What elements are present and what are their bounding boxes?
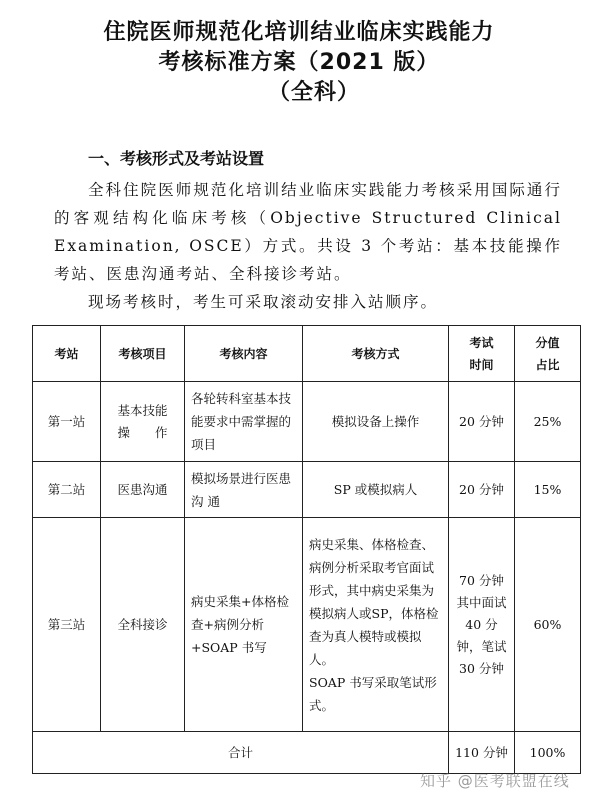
cell-time: 70 分钟其中面试 40 分钟，笔试 30 分钟 [449, 518, 515, 732]
total-time: 110 分钟 [449, 732, 515, 774]
source-watermark: 知乎 @医考联盟在线 [420, 772, 570, 790]
cell-weight: 25% [515, 382, 581, 462]
header-time: 考试 时间 [449, 326, 515, 382]
cell-content: 病史采集+体格检查+病例分析+SOAP 书写 [185, 518, 303, 732]
cell-time: 20 分钟 [449, 382, 515, 462]
cell-station: 第二站 [33, 462, 101, 518]
scheduling-paragraph: 现场考核时，考生可采取滚动安排入站顺序。 [88, 293, 439, 311]
cell-item: 基本技能 操 作 [101, 382, 185, 462]
exam-station-table [32, 325, 581, 774]
document-title-line-1: 住院医师规范化培训结业临床实践能力 [103, 20, 495, 45]
total-label: 合计 [33, 732, 449, 774]
cell-item: 医患沟通 [101, 462, 185, 518]
header-method: 考核方式 [303, 326, 449, 382]
document-title-line-2: 考核标准方案（2021 版） [158, 50, 440, 75]
cell-content: 各轮转科室基本技能要求中需掌握的项目 [185, 382, 303, 462]
total-weight: 100% [515, 732, 581, 774]
cell-method: 模拟设备上操作 [303, 382, 449, 462]
header-item: 考核项目 [101, 326, 185, 382]
cell-item: 全科接诊 [101, 518, 185, 732]
section-heading: 一、考核形式及考站设置 [88, 149, 265, 168]
header-station: 考站 [33, 326, 101, 382]
cell-content: 模拟场景进行医患 沟 通 [185, 462, 303, 518]
table-row [33, 462, 581, 518]
cell-station: 第三站 [33, 518, 101, 732]
header-weight: 分值 占比 [515, 326, 581, 382]
cell-method: SP 或模拟病人 [303, 462, 449, 518]
header-content: 考核内容 [185, 326, 303, 382]
document-title-line-3: （全科） [267, 80, 360, 105]
cell-weight: 60% [515, 518, 581, 732]
table-total-row [33, 732, 581, 774]
cell-weight: 15% [515, 462, 581, 518]
table-header-row [33, 326, 581, 382]
intro-paragraph: 全科住院医师规范化培训结业临床实践能力考核采用国际通行的客观结构化临床考核（Objective Structured Clinical Examination, OSCE）方式。共设 3 个考站：基本技能操作考站、医患沟通考站、全科接诊考站。 [54, 181, 562, 283]
cell-time: 20 分钟 [449, 462, 515, 518]
table-row [33, 518, 581, 732]
cell-station: 第一站 [33, 382, 101, 462]
table-row [33, 382, 581, 462]
cell-method: 病史采集、体格检查、病例分析采取考官面试形式，其中病史采集为模拟病人或SP，体格检查为真人模特或模拟人。 SOAP 书写采取笔试形式。 [303, 518, 449, 732]
